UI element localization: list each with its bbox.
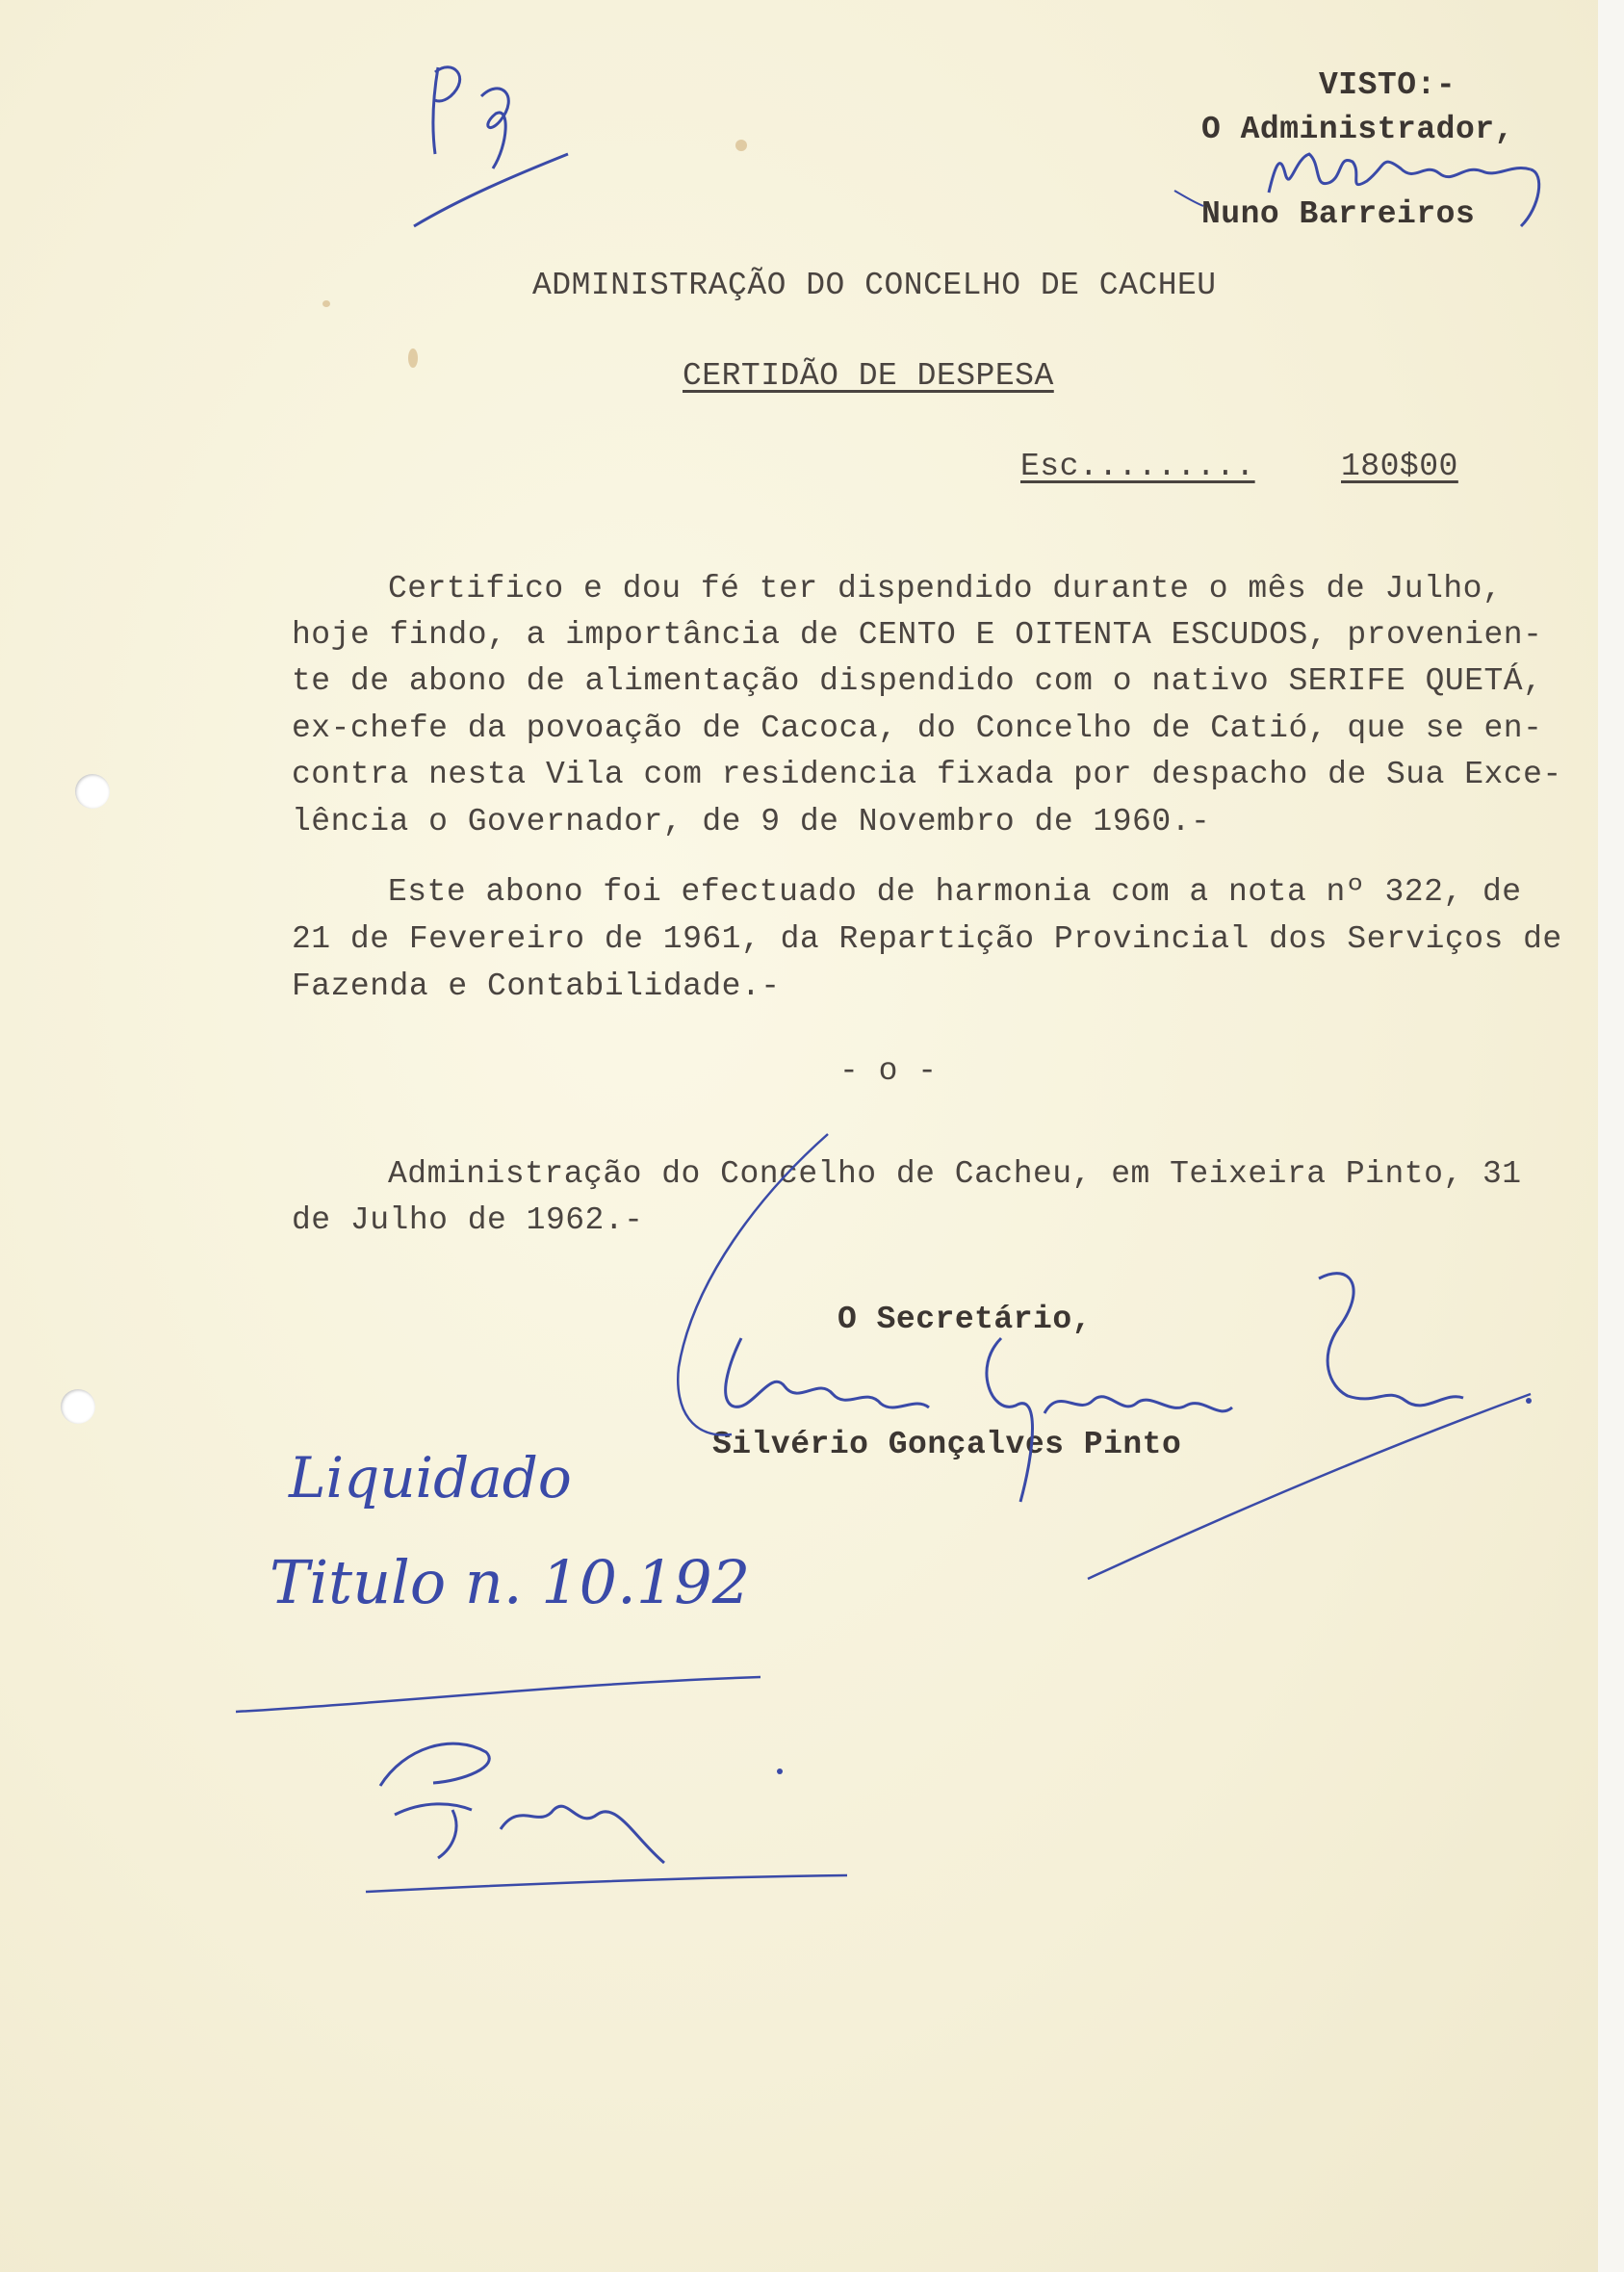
paragraph1-line: ex-chefe da povoação de Cacoca, do Concelho de Catió, que se en-	[292, 710, 1543, 746]
paragraph1-line: Certifico e dou fé ter dispendido durante o mês de Julho,	[388, 571, 1503, 607]
stain-spot	[322, 300, 330, 307]
signatory-role: O Secretário,	[838, 1302, 1092, 1337]
note-line2: Titulo n. 10.192	[270, 1547, 751, 1617]
paragraph1-line: te de abono de alimentação dispendido com o nativo SERIFE QUETÁ,	[292, 663, 1543, 699]
closing-line: Administração do Concelho de Cacheu, em Teixeira Pinto, 31	[388, 1156, 1522, 1192]
document-title: CERTIDÃO DE DESPESA	[683, 358, 1054, 394]
visto-name: Nuno Barreiros	[1201, 196, 1476, 232]
paragraph1-line: contra nesta Vila com residencia fixada por despacho de Sua Exce-	[292, 757, 1562, 792]
amount-value: 180$00	[1341, 449, 1458, 484]
paragraph2-line: 21 de Fevereiro de 1961, da Repartição Provincial dos Serviços de	[292, 921, 1562, 957]
visto-role: O Administrador,	[1201, 112, 1514, 147]
punch-hole-top	[75, 774, 110, 809]
paragraph1-line: lência o Governador, de 9 de Novembro de 1960.-	[292, 804, 1211, 839]
paragraph1-line: hoje findo, a importância de CENTO E OITENTA ESCUDOS, provenien-	[292, 617, 1543, 653]
note-line1: Liquidado	[289, 1445, 572, 1510]
stain-spot	[735, 140, 747, 151]
punch-hole-bottom	[61, 1389, 95, 1424]
closing-line: de Julho de 1962.-	[292, 1202, 644, 1238]
stain-spot	[408, 349, 418, 368]
paragraph2-line: Fazenda e Contabilidade.-	[292, 968, 781, 1004]
page-edge	[1598, 0, 1624, 2272]
signatory-name: Silvério Gonçalves Pinto	[712, 1427, 1182, 1462]
visto-label: VISTO:-	[1319, 67, 1456, 103]
separator: - o -	[839, 1053, 938, 1089]
amount-label: Esc.........	[1020, 449, 1255, 484]
institution-heading: ADMINISTRAÇÃO DO CONCELHO DE CACHEU	[532, 268, 1217, 303]
paragraph2-line: Este abono foi efectuado de harmonia com a nota nº 322, de	[388, 874, 1522, 910]
